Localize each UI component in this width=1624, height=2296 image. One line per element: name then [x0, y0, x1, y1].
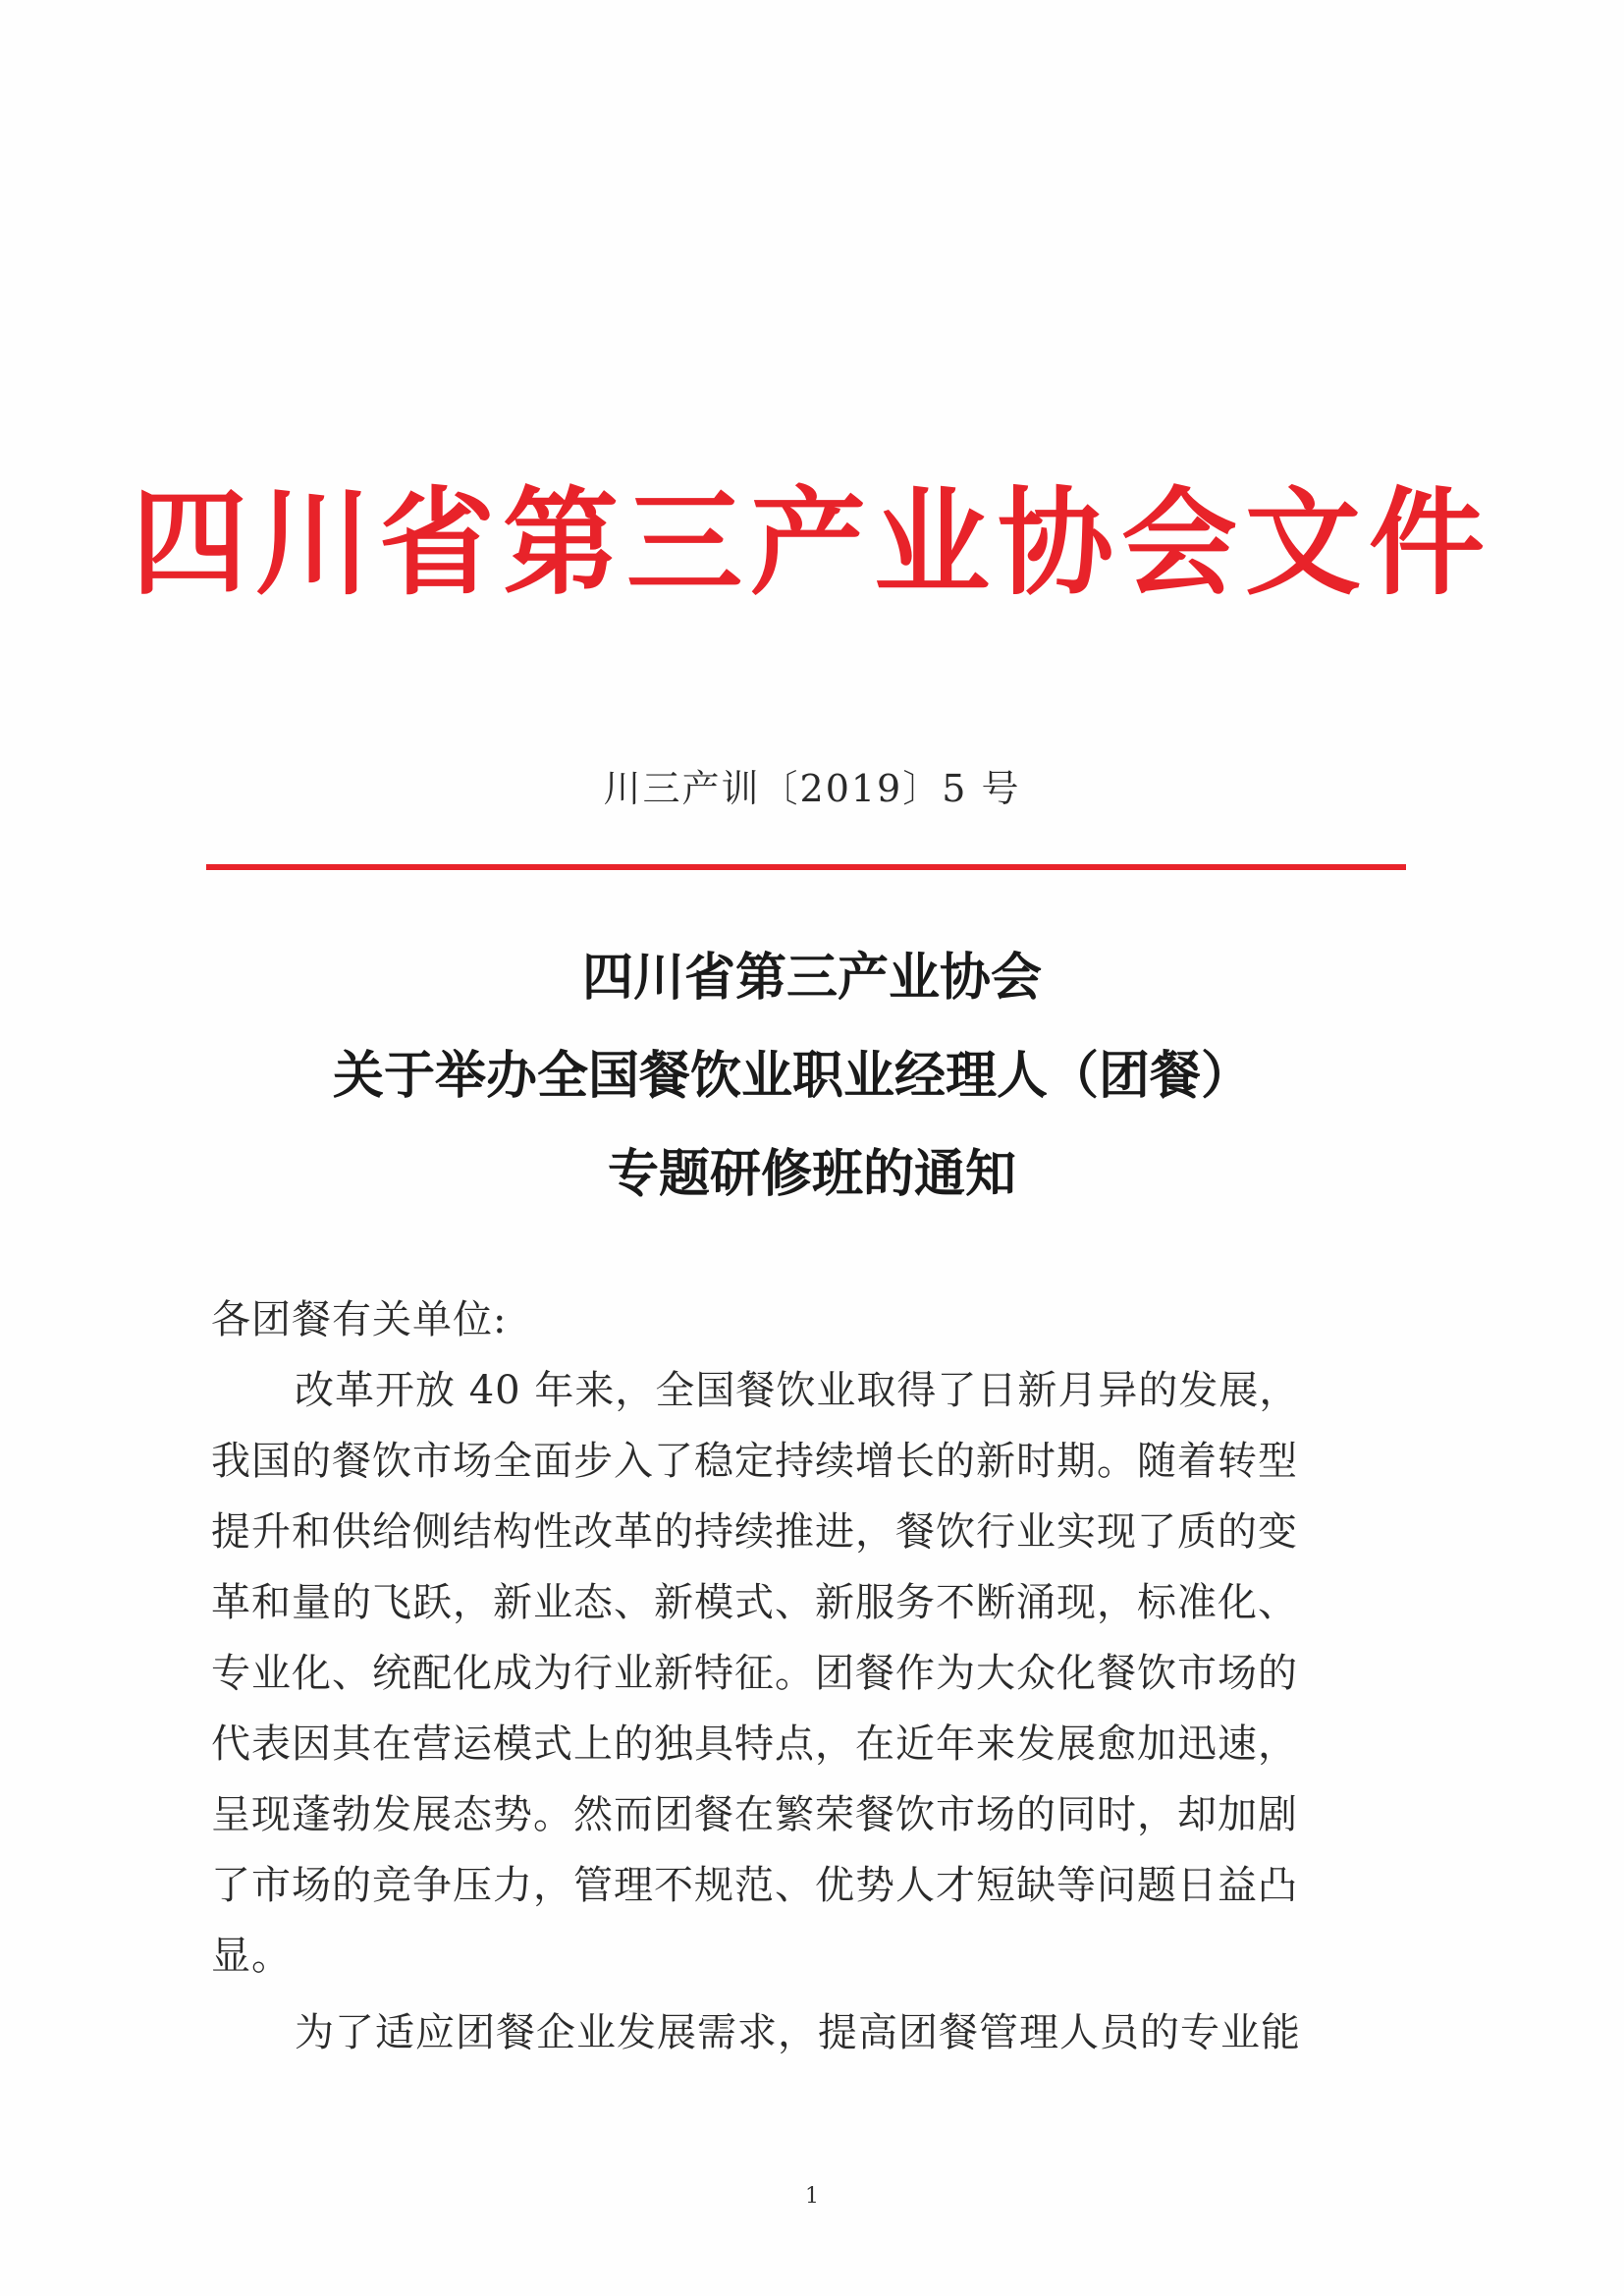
- paragraph-1-line: 提升和供给侧结构性改革的持续推进，餐饮行业实现了质的变: [211, 1509, 1298, 1555]
- paragraph-1-line: 呈现蓬勃发展态势。然而团餐在繁荣餐饮市场的同时，却加剧: [211, 1792, 1298, 1837]
- paragraph-1-line: 显。: [211, 1934, 292, 1979]
- paragraph-1-line: 代表因其在营运模式上的独具特点，在近年来发展愈加迅速，: [211, 1722, 1298, 1767]
- page-number: 1: [805, 2184, 819, 2209]
- notice-title-line-3: 专题研修班的通知: [607, 1145, 1016, 1204]
- paragraph-2-line: 为了适应团餐企业发展需求，提高团餐管理人员的专业能: [295, 2010, 1301, 2055]
- red-divider-line: [206, 864, 1406, 870]
- paragraph-1-line: 了市场的竞争压力，管理不规范、优势人才短缺等问题日益凸: [211, 1863, 1298, 1908]
- notice-title-line-2: 关于举办全国餐饮业职业经理人（团餐）: [332, 1047, 1252, 1106]
- notice-title-line-1: 四川省第三产业协会: [581, 949, 1042, 1008]
- paragraph-1-line: 专业化、统配化成为行业新特征。团餐作为大众化餐饮市场的: [211, 1651, 1298, 1696]
- document-number: 川三产训〔2019〕5 号: [603, 767, 1021, 810]
- paragraph-1-line: 革和量的飞跃，新业态、新模式、新服务不断涌现，标准化、: [211, 1580, 1298, 1625]
- paragraph-1-line: 我国的餐饮市场全面步入了稳定持续增长的新时期。随着转型: [211, 1439, 1298, 1484]
- org-header-title: 四川省第三产业协会文件: [131, 474, 1492, 611]
- salutation: 各团餐有关单位:: [211, 1297, 508, 1342]
- paragraph-1-line: 改革开放 40 年来，全国餐饮业取得了日新月异的发展，: [295, 1368, 1300, 1413]
